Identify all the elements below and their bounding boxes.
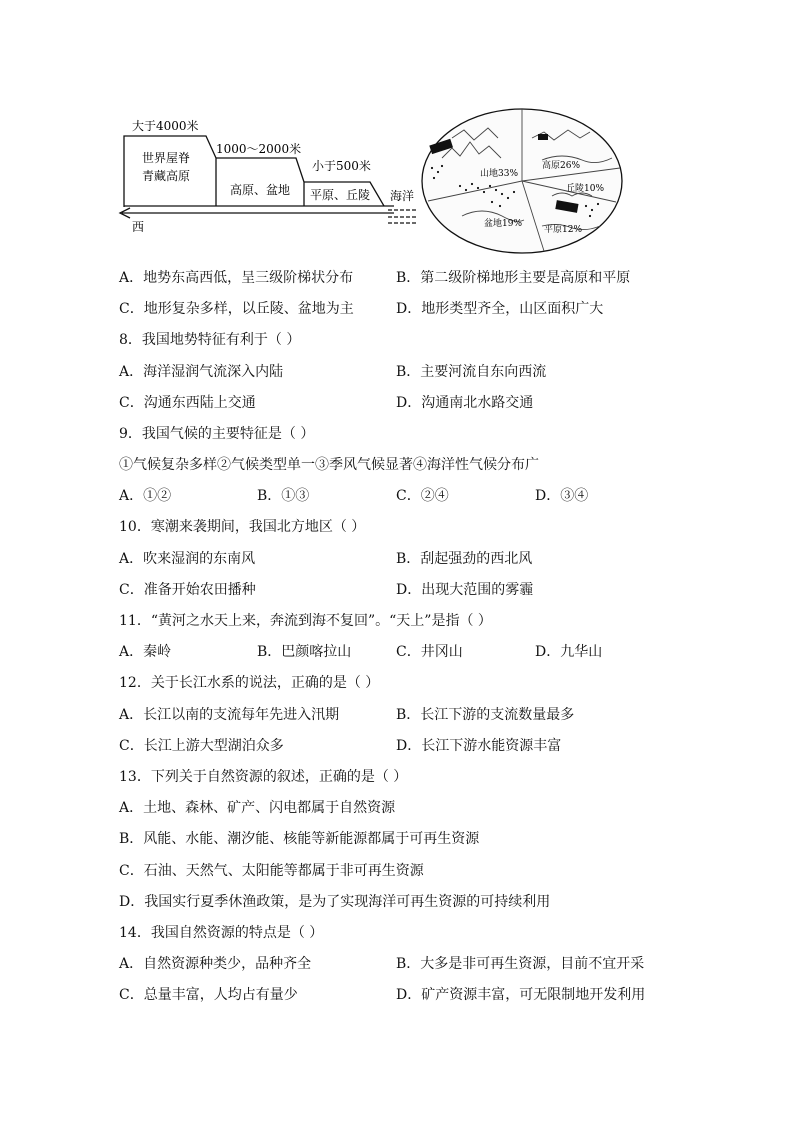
pie-label-plain: 平原12% bbox=[544, 225, 583, 235]
terrain-figure bbox=[112, 98, 702, 268]
q12-option-c[interactable]: C．长江上游大型湖泊众多 bbox=[119, 738, 284, 754]
q7-option-c[interactable]: C．地形复杂多样，以丘陵、盆地为主 bbox=[119, 301, 354, 317]
label-over-4000m: 大于4000米 bbox=[132, 119, 199, 133]
q10-option-a[interactable]: A．吹来湿润的东南风 bbox=[119, 551, 256, 567]
q11-option-b[interactable]: B．巴颜喀拉山 bbox=[257, 644, 352, 660]
pie-label-plateau: 高原26% bbox=[542, 161, 581, 171]
q13-option-d[interactable]: D．我国实行夏季休渔政策，是为了实现海洋可再生资源的可持续利用 bbox=[119, 894, 551, 910]
q9-statements: ①气候复杂多样②气候类型单一③季风气候显著④海洋性气候分布广 bbox=[119, 457, 539, 473]
q14-option-c[interactable]: C．总量丰富，人均占有量少 bbox=[119, 987, 298, 1003]
q14-option-b[interactable]: B．大多是非可再生资源，目前不宜开采 bbox=[396, 956, 645, 972]
q8-option-a[interactable]: A．海洋湿润气流深入内陆 bbox=[119, 364, 284, 380]
q9-option-c[interactable]: C．②④ bbox=[396, 488, 449, 504]
label-step3-height: 小于500米 bbox=[312, 159, 371, 173]
q12-option-b[interactable]: B．长江下游的支流数量最多 bbox=[396, 707, 575, 723]
q13-option-b[interactable]: B．风能、水能、潮汐能、核能等新能源都属于可再生资源 bbox=[119, 831, 480, 847]
label-step2-terrain: 高原、盆地 bbox=[230, 183, 291, 197]
pie-label-basin: 盆地19% bbox=[484, 219, 523, 229]
map-block-2 bbox=[538, 134, 548, 140]
q13-option-a[interactable]: A．土地、森林、矿产、闪电都属于自然资源 bbox=[119, 800, 396, 816]
q10-option-b[interactable]: B．刮起强劲的西北风 bbox=[396, 551, 533, 567]
q8-option-c[interactable]: C．沟通东西陆上交通 bbox=[119, 395, 256, 411]
q9-option-d[interactable]: D．③④ bbox=[535, 488, 589, 504]
label-step3-terrain: 平原、丘陵 bbox=[310, 188, 371, 202]
q8-option-d[interactable]: D．沟通南北水路交通 bbox=[396, 395, 534, 411]
q13-option-c[interactable]: C．石油、天然气、太阳能等都属于非可再生资源 bbox=[119, 863, 424, 879]
q13-stem: 13．下列关于自然资源的叙述，正确的是（ ） bbox=[119, 769, 408, 785]
q7-option-a[interactable]: A．地势东高西低，呈三级阶梯状分布 bbox=[119, 270, 354, 286]
q12-option-a[interactable]: A．长江以南的支流每年先进入汛期 bbox=[119, 707, 340, 723]
q14-option-d[interactable]: D．矿产资源丰富，可无限制地开发利用 bbox=[396, 987, 646, 1003]
q9-option-b[interactable]: B．①③ bbox=[257, 488, 310, 504]
q12-option-d[interactable]: D．长江下游水能资源丰富 bbox=[396, 738, 562, 754]
pie-label-mountain: 山地33% bbox=[480, 169, 519, 179]
label-step2-height: 1000～2000米 bbox=[216, 142, 302, 156]
label-west: 西 bbox=[132, 220, 145, 234]
q12-stem: 12．关于长江水系的说法，正确的是（ ） bbox=[119, 675, 380, 691]
pie-label-hill: 丘陵10% bbox=[566, 184, 605, 194]
q7-option-d[interactable]: D．地形类型齐全，山区面积广大 bbox=[396, 301, 604, 317]
q11-option-a[interactable]: A．秦岭 bbox=[119, 644, 172, 660]
q14-option-a[interactable]: A．自然资源种类少，品种齐全 bbox=[119, 956, 312, 972]
q11-stem: 11．“黄河之水天上来，奔流到海不复回”。“天上”是指（ ） bbox=[119, 613, 492, 629]
staircase-step2 bbox=[216, 158, 304, 206]
q14-stem: 14．我国自然资源的特点是（ ） bbox=[119, 925, 324, 941]
q8-stem: 8．我国地势特征有利于（ ） bbox=[119, 332, 301, 348]
terrain-pie-map bbox=[422, 109, 622, 253]
q10-stem: 10．寒潮来袭期间，我国北方地区（ ） bbox=[119, 519, 366, 535]
q9-stem: 9．我国气候的主要特征是（ ） bbox=[119, 426, 315, 442]
q7-option-b[interactable]: B．第二级阶梯地形主要是高原和平原 bbox=[396, 270, 631, 286]
q8-option-b[interactable]: B．主要河流自东向西流 bbox=[396, 364, 547, 380]
label-ocean: 海洋 bbox=[390, 189, 415, 203]
q11-option-c[interactable]: C．井冈山 bbox=[396, 644, 463, 660]
q11-option-d[interactable]: D．九华山 bbox=[535, 644, 603, 660]
q9-option-a[interactable]: A．①② bbox=[119, 488, 172, 504]
label-tibet-line2: 青藏高原 bbox=[142, 169, 191, 183]
q10-option-d[interactable]: D．出现大范围的雾霾 bbox=[396, 582, 534, 598]
q10-option-c[interactable]: C．准备开始农田播种 bbox=[119, 582, 256, 598]
label-tibet-line1: 世界屋脊 bbox=[142, 151, 191, 165]
